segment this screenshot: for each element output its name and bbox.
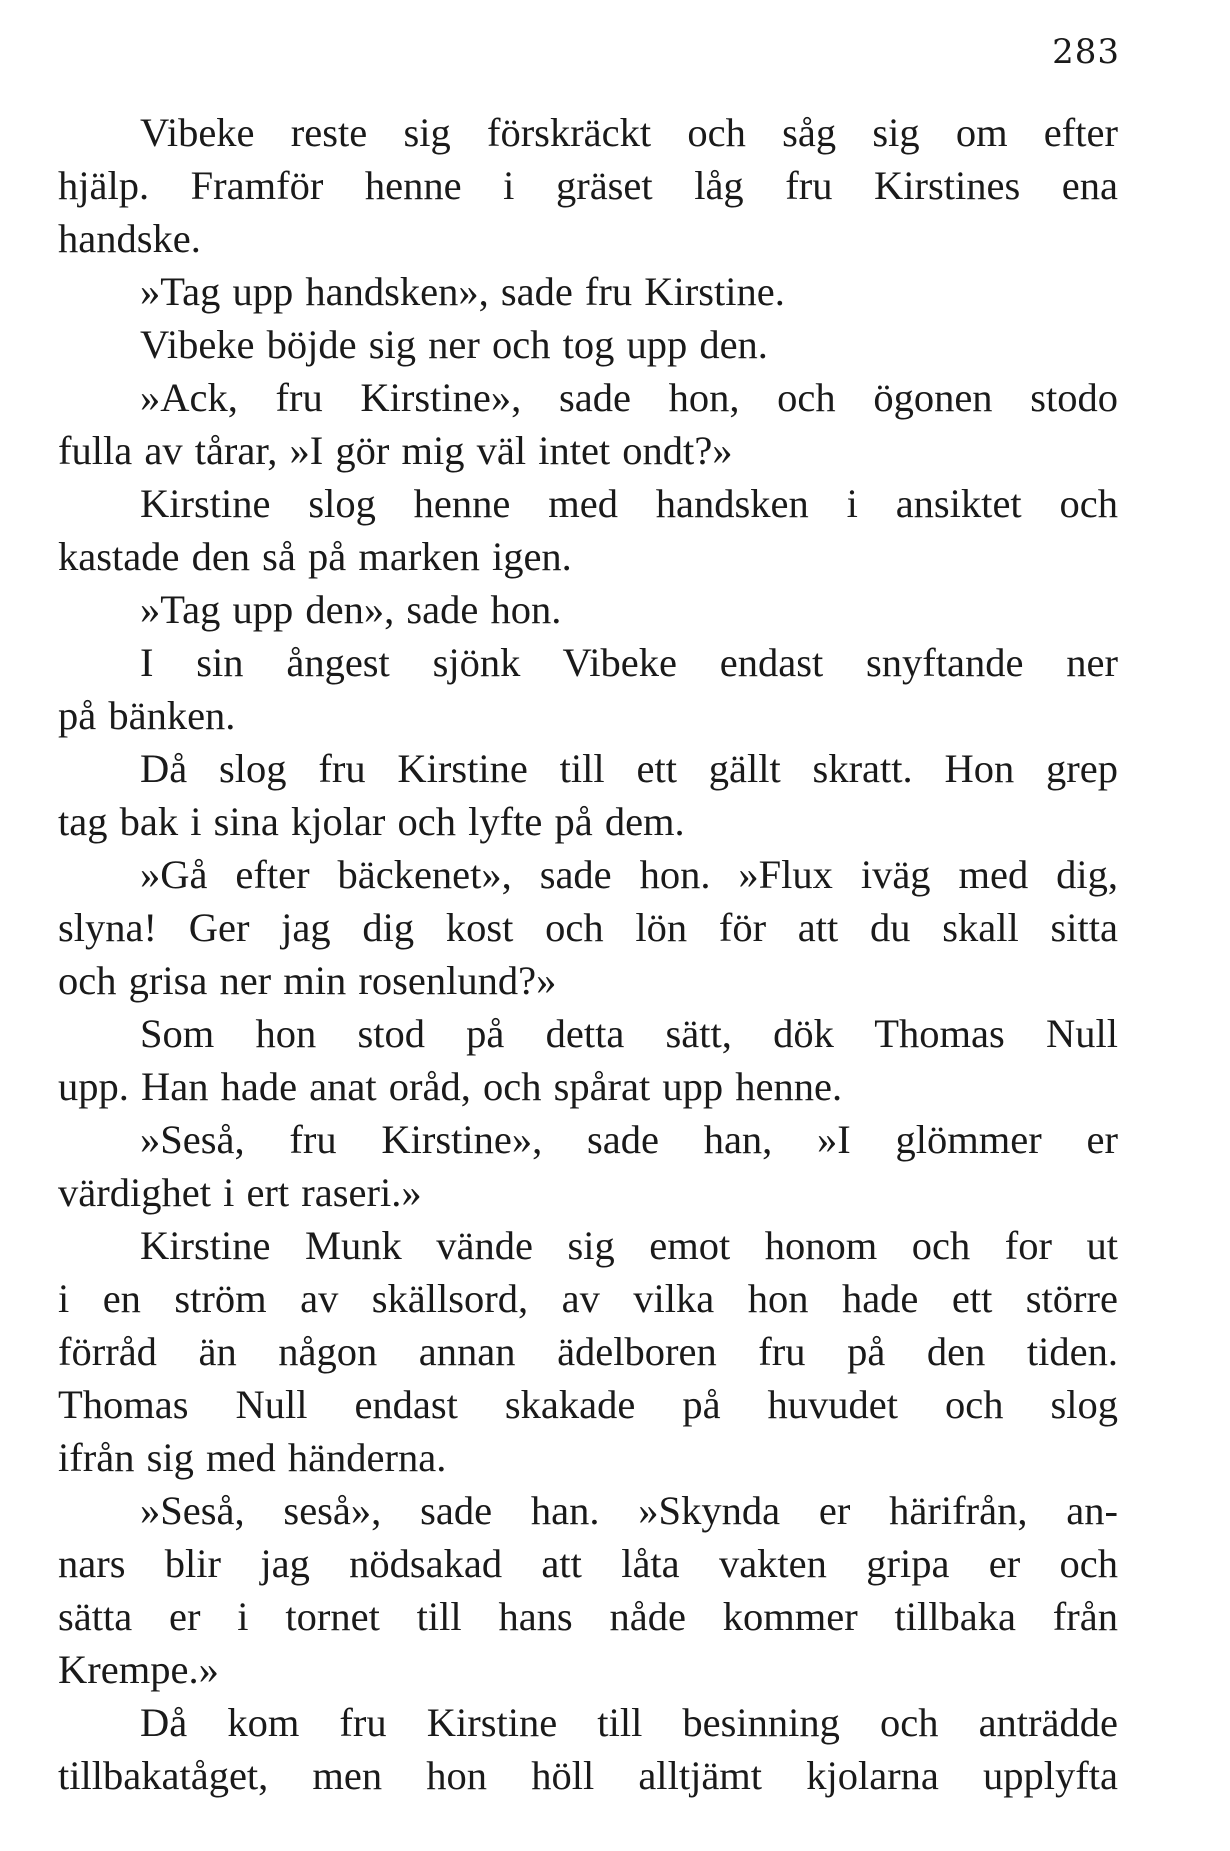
text-line: kastade den så på marken igen. <box>58 534 572 579</box>
text-line: Krempe.» <box>58 1647 219 1692</box>
text-line: »Gå efter bäckenet», sade hon. »Flux iväg med dig, <box>140 852 1118 897</box>
text-line: »Tag upp den», sade hon. <box>140 587 562 632</box>
text-line: värdighet i ert raseri.» <box>58 1170 422 1215</box>
text-line: nars blir jag nödsakad att låta vakten gripa er och <box>58 1541 1118 1586</box>
text-line: Kirstine Munk vände sig emot honom och for ut <box>140 1223 1118 1268</box>
body-text <box>58 106 1118 1802</box>
text-line: tag bak i sina kjolar och lyfte på dem. <box>58 799 685 844</box>
text-line: förråd än någon annan ädelboren fru på den tiden. <box>58 1329 1118 1374</box>
text-line: Då kom fru Kirstine till besinning och anträdde <box>140 1700 1118 1745</box>
text-line: Som hon stod på detta sätt, dök Thomas Null <box>140 1011 1118 1056</box>
text-line: fulla av tårar, »I gör mig väl intet ondt?» <box>58 428 733 473</box>
text-line: Vibeke böjde sig ner och tog upp den. <box>140 322 768 367</box>
text-line: Kirstine slog henne med handsken i ansiktet och <box>140 481 1118 526</box>
text-line: på bänken. <box>58 693 236 738</box>
text-line: i en ström av skällsord, av vilka hon hade ett större <box>58 1276 1118 1321</box>
page-number: 283 <box>1052 32 1120 72</box>
text-line: upp. Han hade anat oråd, och spårat upp henne. <box>58 1064 843 1109</box>
text-line: Vibeke reste sig förskräckt och såg sig om efter <box>140 110 1118 155</box>
text-line: ifrån sig med händerna. <box>58 1435 447 1480</box>
text-line: »Ack, fru Kirstine», sade hon, och ögonen stodo <box>140 375 1118 420</box>
text-line: tillbakatåget, men hon höll alltjämt kjolarna upplyfta <box>58 1753 1118 1798</box>
text-line: hjälp. Framför henne i gräset låg fru Kirstines ena <box>58 163 1118 208</box>
text-line: slyna! Ger jag dig kost och lön för att du skall sitta <box>58 905 1118 950</box>
text-line: »Seså, seså», sade han. »Skynda er härifrån, an- <box>140 1488 1118 1533</box>
text-line: handske. <box>58 216 201 261</box>
text-line: »Tag upp handsken», sade fru Kirstine. <box>140 269 785 314</box>
text-line: Thomas Null endast skakade på huvudet och slog <box>58 1382 1118 1427</box>
text-line: och grisa ner min rosenlund?» <box>58 958 557 1003</box>
text-line: I sin ångest sjönk Vibeke endast snyftande ner <box>140 640 1118 685</box>
text-line: sätta er i tornet till hans nåde kommer tillbaka från <box>58 1594 1118 1639</box>
text-line: »Seså, fru Kirstine», sade han, »I glömmer er <box>140 1117 1118 1162</box>
text-line: Då slog fru Kirstine till ett gällt skratt. Hon grep <box>140 746 1118 791</box>
